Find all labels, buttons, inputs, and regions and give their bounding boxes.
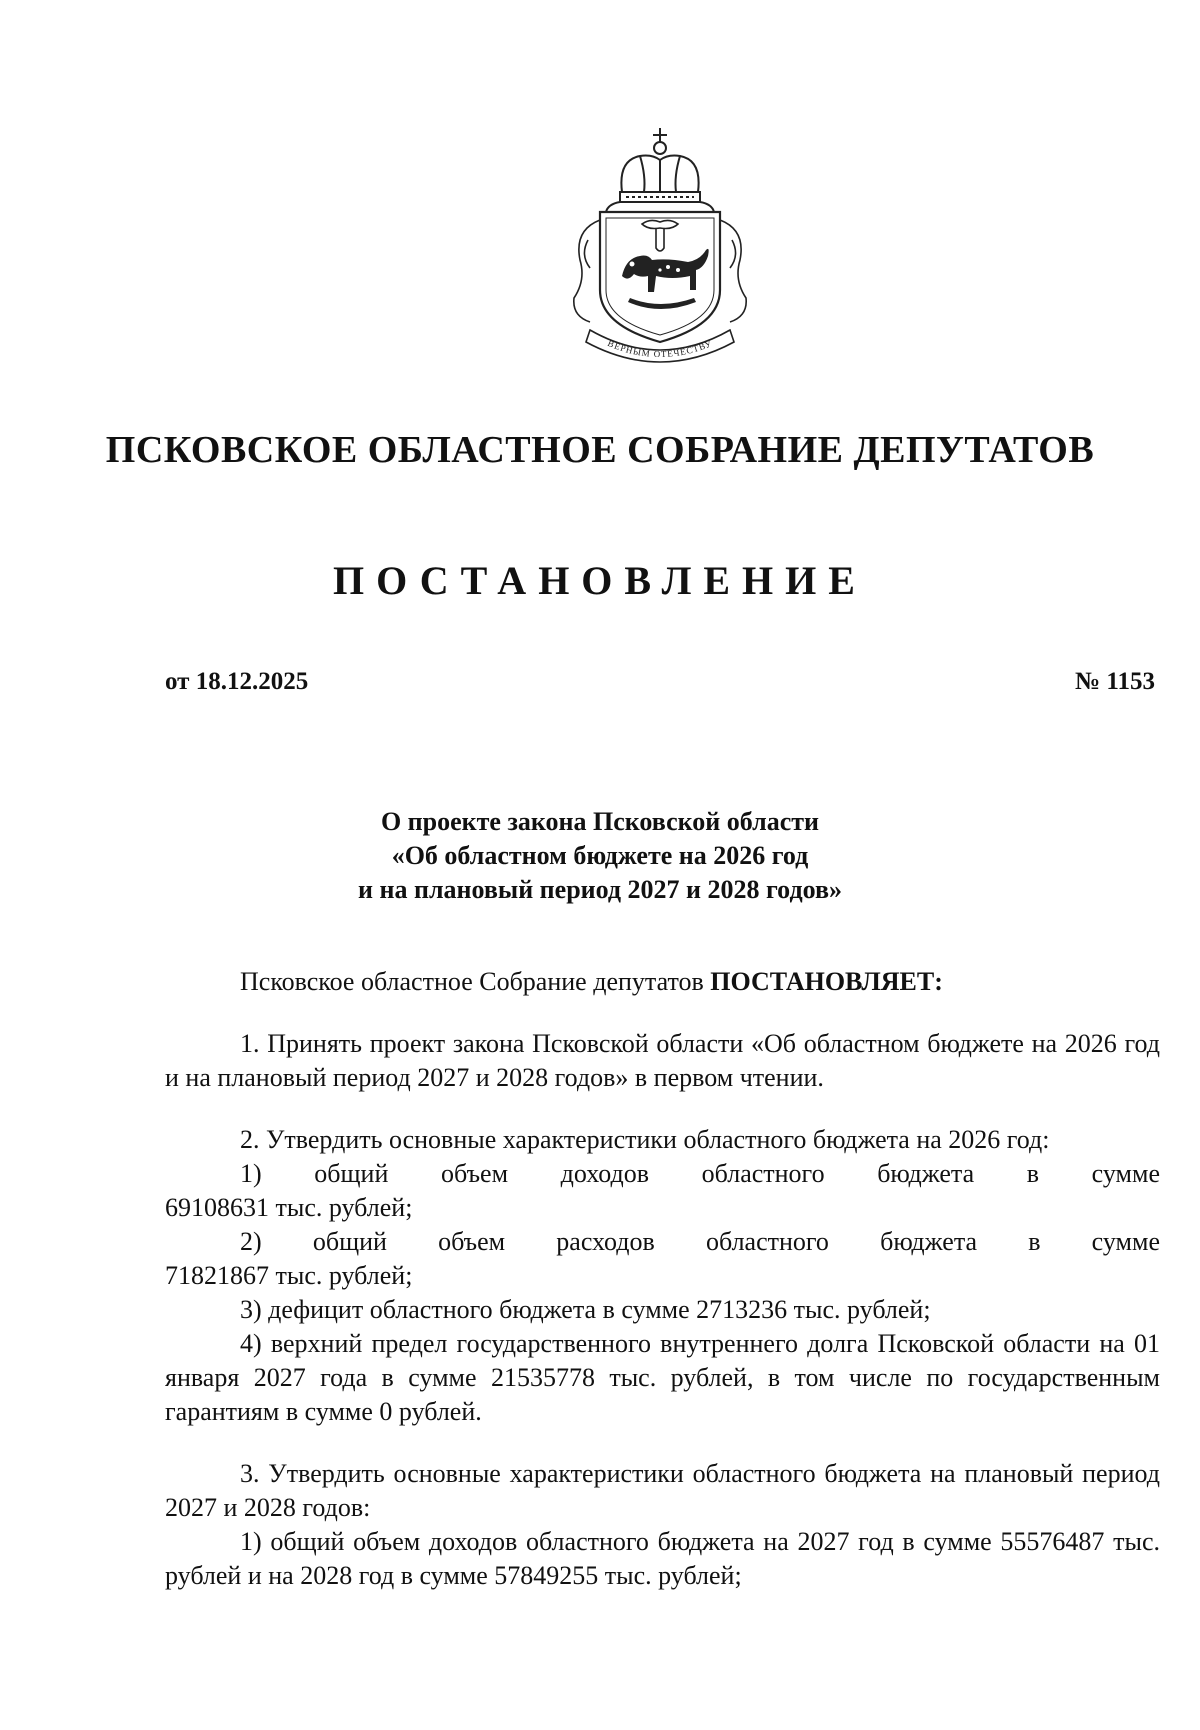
subject-line-1: О проекте закона Псковской области <box>380 807 820 836</box>
lead-text: Псковское областное Собрание депутатов <box>240 967 711 996</box>
subject-line-2: «Об областном бюджете на 2026 год <box>391 841 809 870</box>
paragraph-2-item-2-amount: 71821867 тыс. рублей; <box>165 1261 413 1290</box>
paragraph-2-item-1-line: 1) общий объем доходов областного бюджета в сумме <box>240 1159 1160 1188</box>
resolution-lead <box>165 965 1160 999</box>
paragraph-2-item-1-amount: 69108631 тыс. рублей; <box>165 1193 413 1222</box>
paragraph-2-item-2-line: 2) общий объем расходов областного бюджета в сумме <box>240 1227 1160 1256</box>
document-body <box>165 965 1160 1593</box>
document-date: от 18.12.2025 <box>165 668 309 695</box>
emblem-motto: ВЕРНЫМ ОТЕЧЕСТВУ <box>606 338 714 360</box>
subject-line-3: и на плановый период 2027 и 2028 годов» <box>358 875 842 904</box>
document-type-heading: ПОСТАНОВЛЕНИЕ <box>333 558 867 603</box>
paragraph-2: 2. Утвердить основные характеристики областного бюджета на 2026 год: <box>240 1125 1050 1154</box>
pskov-coat-of-arms-icon <box>560 120 760 380</box>
document-number: № 1153 <box>1075 668 1155 695</box>
paragraph-3-item-1: 1) общий объем доходов областного бюджета на 2027 год в сумме 55576487 тыс. рублей и на 2028 год в сумме 57849255 тыс. рублей; <box>165 1527 1160 1590</box>
paragraph-1: 1. Принять проект закона Псковской области «Об областном бюджете на 2026 год и на плановый период 2027 и 2028 годов» в первом чтении. <box>165 1029 1160 1092</box>
paragraph-2-item-3: 3) дефицит областного бюджета в сумме 2713236 тыс. рублей; <box>240 1295 931 1324</box>
document-subject <box>0 805 1200 907</box>
organization-title: ПСКОВСКОЕ ОБЛАСТНОЕ СОБРАНИЕ ДЕПУТАТОВ <box>105 429 1095 471</box>
paragraph-2-item-4: 4) верхний предел государственного внутреннего долга Псковской области на 01 января 2027 года в сумме 21535778 тыс. рублей, в том числе по государственным гарантиям в сумме 0 рублей. <box>165 1329 1160 1426</box>
lead-keyword: ПОСТАНОВЛЯЕТ: <box>710 967 943 996</box>
paragraph-3: 3. Утвердить основные характеристики областного бюджета на плановый период 2027 и 2028 годов: <box>165 1459 1160 1522</box>
